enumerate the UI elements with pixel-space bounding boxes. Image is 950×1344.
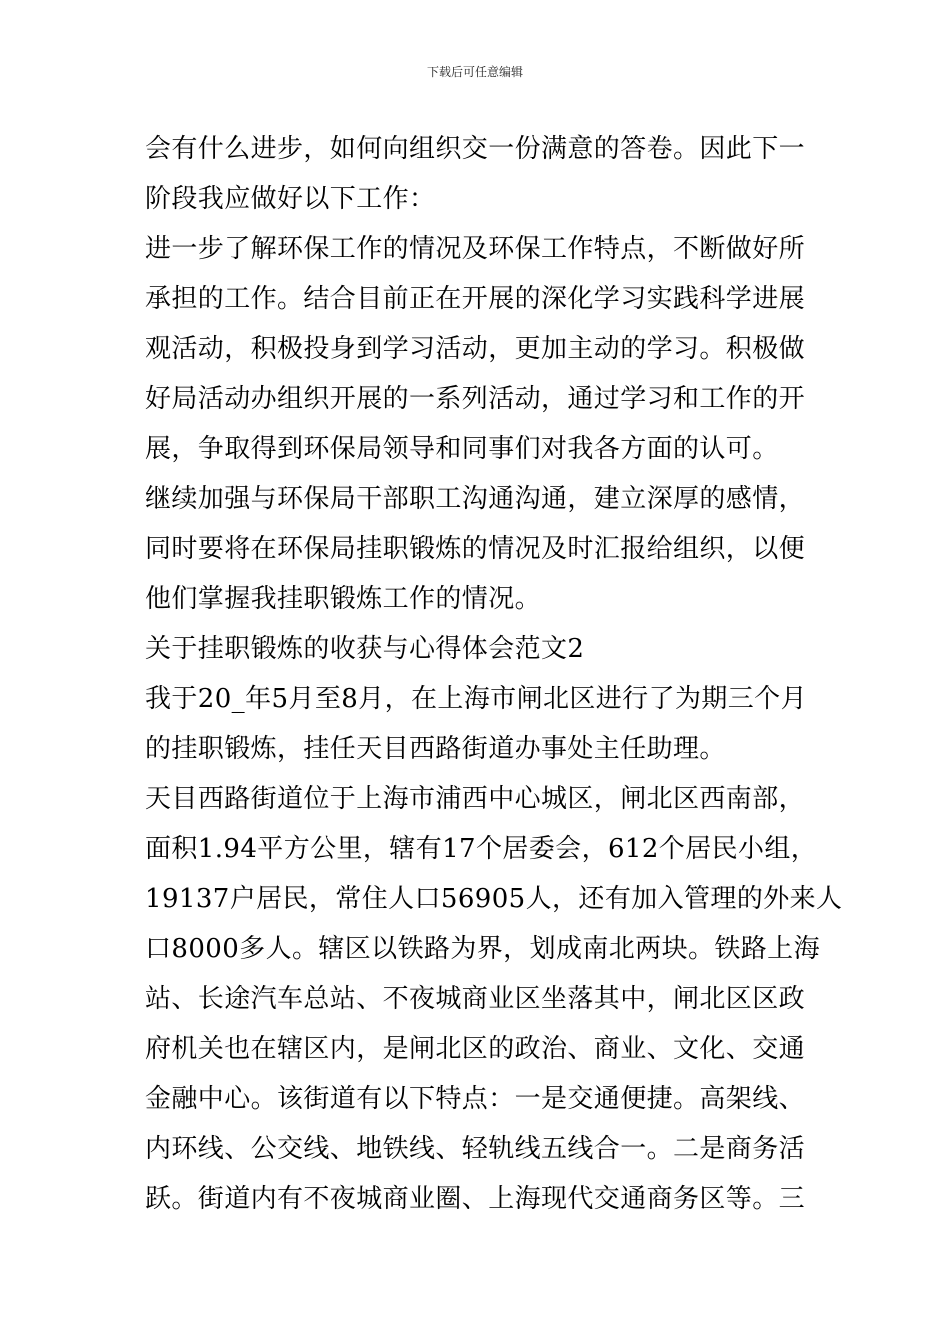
text-line-12: 我于20_年5月至8月，在上海市闸北区进行了为期三个月	[145, 684, 807, 714]
text-line-22: 跃。街道内有不夜城商业圈、上海现代交通商务区等。三	[145, 1184, 806, 1214]
text-line-20: 金融中心。该街道有以下特点：一是交通便捷。高架线、	[145, 1084, 806, 1114]
text-line-13: 的挂职锻炼，挂任天目西路街道办事处主任助理。	[145, 734, 726, 764]
text-line-6: 好局活动办组织开展的一系列活动，通过学习和工作的开	[145, 384, 806, 414]
text-line-10: 他们掌握我挂职锻炼工作的情况。	[145, 584, 542, 614]
text-line-17: 口8000多人。辖区以铁路为界，划成南北两块。铁路上海	[145, 934, 820, 964]
text-line-16: 19137户居民，常住人口56905人，还有加入管理的外来人	[145, 884, 843, 914]
text-line-21: 内环线、公交线、地铁线、轻轨线五线合一。二是商务活	[145, 1134, 806, 1164]
text-line-15: 面积1.94平方公里，辖有17个居委会，612个居民小组，	[145, 834, 818, 864]
section-heading: 关于挂职锻炼的收获与心得体会范文2	[145, 634, 585, 664]
text-line-19: 府机关也在辖区内，是闸北区的政治、商业、文化、交通	[145, 1034, 806, 1064]
text-line-2: 阶段我应做好以下工作：	[145, 184, 436, 214]
text-line-4: 承担的工作。结合目前正在开展的深化学习实践科学进展	[145, 284, 806, 314]
text-line-5: 观活动，积极投身到学习活动，更加主动的学习。积极做	[145, 334, 806, 364]
text-line-7: 展，争取得到环保局领导和同事们对我各方面的认可。	[145, 434, 779, 464]
text-line-18: 站、长途汽车总站、不夜城商业区坐落其中，闸北区区政	[145, 984, 806, 1014]
text-line-9: 同时要将在环保局挂职锻炼的情况及时汇报给组织，以便	[145, 534, 806, 564]
document-body	[145, 124, 845, 1224]
text-line-3: 进一步了解环保工作的情况及环保工作特点，不断做好所	[145, 234, 806, 264]
text-line-1: 会有什么进步，如何向组织交一份满意的答卷。因此下一	[145, 134, 806, 164]
text-line-8: 继续加强与环保局干部职工沟通沟通，建立深厚的感情，	[145, 484, 806, 514]
page-header: 下载后可任意编辑	[426, 65, 523, 79]
text-line-14: 天目西路街道位于上海市浦西中心城区，闸北区西南部，	[145, 784, 806, 814]
